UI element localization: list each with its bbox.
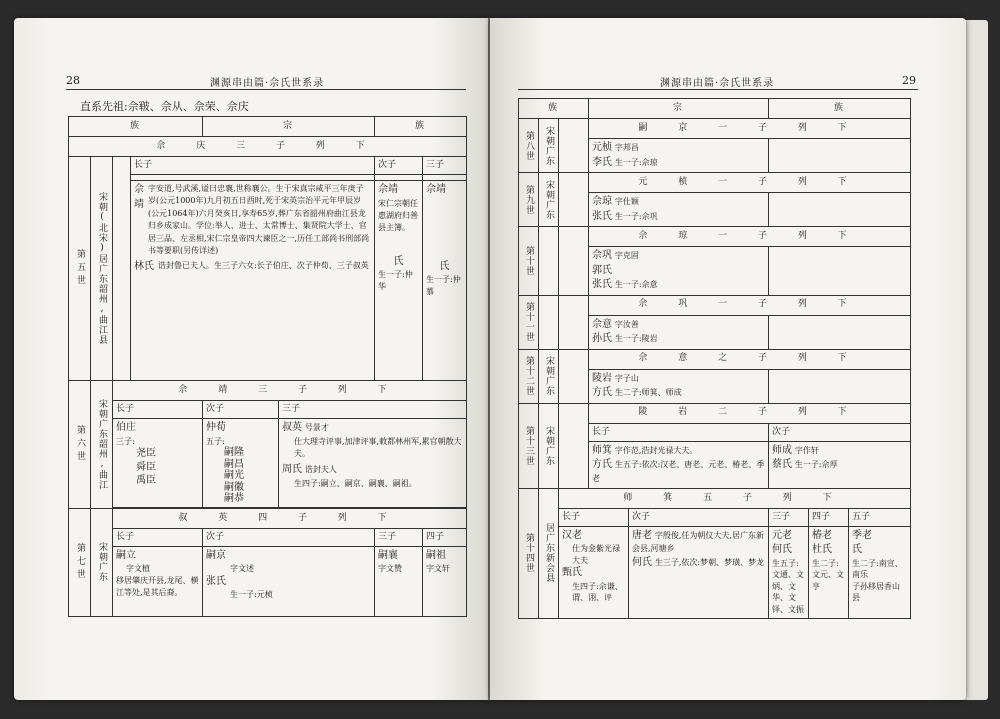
gen14-c4-name: 椿老: [812, 529, 833, 541]
gen10-zi: 字克固: [614, 251, 639, 260]
gen8-zi: 字邦昌: [614, 143, 639, 152]
gen7-place: 宋朝广东: [91, 508, 113, 616]
gen9-sons: 生一子:佘巩: [614, 211, 658, 221]
gen12-wife: 方氏: [592, 387, 613, 398]
gen7-label: 第七世: [69, 508, 91, 616]
gen6-third-wife: 周氏: [282, 464, 303, 476]
gen10-label: 第十世: [519, 227, 539, 296]
gen13-second-sons: 生一子:佘厚: [794, 460, 838, 470]
right-genealogy-table: [518, 98, 911, 619]
gen13-place: 宋朝广东: [539, 403, 559, 488]
gen10-name: 佘巩: [592, 250, 613, 261]
gen14-col-2: 次子: [629, 508, 769, 526]
gen14-c2-wife: 何氏: [632, 557, 653, 569]
gen8-place: 宋朝广东: [539, 119, 559, 173]
gen14-c2-sons: 生三子,依次:梦朝、梦璜、梦龙: [654, 558, 765, 568]
gen14-col-5: 五子: [849, 508, 911, 526]
gen5-col-third: 三子: [423, 157, 467, 175]
gen10-band: 佘 琼 一 子 列 下: [589, 227, 911, 247]
gen7-col-fourth: 四子: [423, 528, 467, 546]
gen6-place: 宋朝广东韶州,曲江: [91, 381, 113, 509]
gen5-place: 宋朝(北宋)居广东韶州,曲江县: [91, 157, 113, 381]
gen14-col-3: 三子: [769, 508, 809, 526]
gen13-band: 陵 岩 二 子 列 下: [589, 403, 911, 423]
gen8-name: 元桢: [592, 142, 613, 153]
gen7-fourth: 嗣祖: [426, 549, 447, 561]
gen7-second-sons: 生一子:元桢: [230, 590, 273, 600]
gen14-c3-wife: 何氏: [772, 544, 793, 556]
gen14-col-4: 四子: [809, 508, 849, 526]
gen5-second-bio: 宋仁宗朝任惠湖府归善县主簿。: [378, 198, 419, 233]
gen11-band: 佘 巩 一 子 列 下: [589, 295, 911, 315]
gen6-col-eldest: 长子: [113, 401, 203, 419]
gen13-col-eldest: 长子: [589, 423, 769, 441]
lineage-subtitle: 直系先祖:佘皲、佘从、佘荣、佘庆: [80, 100, 249, 113]
gen10-wife-2: 张氏: [592, 279, 613, 290]
header-zu-1: 族: [69, 117, 203, 137]
gen6-second-son-2: 嗣昌: [224, 458, 245, 470]
gen11-label: 第十一世: [519, 295, 539, 349]
gen13-second: 师成: [772, 444, 793, 456]
gen6-band: 佘 靖 三 子 列 下: [113, 381, 467, 401]
gen5-eldest-wife: 林氏: [134, 261, 154, 273]
gen5-third-wife: 氏: [439, 260, 450, 272]
gen5-third-sons: 生一子:仲慕: [426, 275, 461, 296]
r-header-zu-1: 族: [519, 99, 589, 119]
gen9-band: 元 桢 一 子 列 下: [589, 173, 911, 193]
right-head-rule: [518, 89, 918, 90]
gen12-sons: 生二子:师箕、师成: [614, 388, 682, 397]
gen6-second-son-3: 嗣光: [224, 470, 245, 482]
gen6-third-bio: 仕大理寺评事,加津评事,敕都林州军,累官朝散大夫。: [294, 436, 462, 458]
gen13-eldest-sons: 生五子:依次:汉老、唐老、元老、椿老、季老: [592, 460, 765, 483]
gen11-sons: 生一子:陵岩: [614, 334, 658, 343]
gen14-c5-note: 子孙移居香山县: [852, 581, 901, 603]
gen5-second-sons: 生一子:仲华: [378, 270, 413, 291]
gen9-zi: 字仕颖: [614, 197, 639, 206]
gen8-sons: 生一子:佘琼: [614, 157, 658, 167]
gen14-c1-bio: 仕为金紫光禄大夫: [572, 544, 620, 565]
gen5-second-name: 佘靖: [378, 184, 399, 196]
gen10-wife-1: 郭氏: [592, 264, 613, 276]
gen12-zi: 字子山: [614, 373, 639, 383]
gen14-col-1: 长子: [559, 508, 629, 526]
gen12-band: 佘 意 之 子 列 下: [589, 349, 911, 369]
gen14-band: 师 箕 五 子 列 下: [559, 488, 911, 508]
gen14-c2-bio: 字殷俊,任为朝仪大夫,居广东新会县,河塘乡: [632, 530, 764, 554]
left-head-rule: [66, 89, 466, 90]
gen12-place: 宋朝广东: [539, 349, 559, 403]
gen6-second-sons-label: 五子:: [206, 436, 225, 446]
gen13-eldest-bio: 字作范,浩封光禄大夫。: [614, 445, 698, 455]
gen11-name: 佘意: [592, 318, 613, 330]
left-genealogy-table: [68, 116, 467, 617]
gen14-place: 居广东新会县: [539, 488, 559, 618]
gen14-c5-sons: 生二子:南宣、南乐: [852, 558, 903, 580]
gen6-label: 第六世: [69, 381, 91, 509]
gen6-third-name: 叔英: [282, 422, 303, 434]
gen5-third-name: 佘靖: [426, 184, 447, 196]
gen6-second: 仲荀: [206, 422, 227, 434]
gen5-second-wife: 氏: [393, 255, 404, 267]
gen6-second-son-4: 嗣徽: [224, 481, 245, 493]
right-page: [490, 18, 966, 700]
gen14-c1-sons: 生四子:佘谦、谓、诩、评: [572, 581, 623, 603]
gen7-third-zi: 字文赞: [378, 564, 403, 574]
gen6-eldest-son-2: 舜臣: [136, 461, 156, 473]
gen6-col-second: 次子: [203, 401, 279, 419]
left-running-head: 渊源串由篇·佘氏世系录: [210, 78, 325, 89]
gen6-eldest-son-3: 禹臣: [136, 475, 156, 487]
gen14-c3-sons: 生五子:文通、文炳、文华、文铎、文振: [772, 558, 805, 615]
left-page-number: 28: [66, 74, 80, 87]
gen5-label: 第五世: [69, 157, 91, 381]
gen6-eldest-son-1: 尧臣: [136, 448, 156, 460]
gen13-second-zi: 字作轩: [794, 445, 819, 455]
gen13-eldest: 师箕: [592, 444, 613, 456]
gen14-c5-wife: 氏: [852, 544, 863, 556]
gen6-third-zi: 号景才: [304, 423, 329, 433]
gen8-wife: 李氏: [592, 156, 613, 168]
gen5-col-second: 次子: [375, 157, 423, 175]
gen5-eldest-wife-bio: 诰封鲁已夫人。生三子六女:长子伯庄、次子仲荀、三子叔英: [158, 261, 369, 271]
gen5-eldest-bio: 字安道,号武溪,谥曰忠襄,世称襄公。生于宋真宗咸平三年庚子岁(公元1000年)九月初五日酉时,死于宋英宗治平元年甲辰岁(公元1064年)六月癸亥日,享寿65岁,葬广东省韶州府曲江县龙归乡成家山。学位:举人、进士、太常博士、集贤院大学士、官居三品、左丞相,宋仁宗皇帝四大谏臣之一,历任工部尚书刑部尚书等要职(另传详述): [148, 184, 370, 255]
gen9-place: 宋朝广东: [539, 173, 559, 227]
gen13-eldest-wife: 方氏: [592, 459, 613, 471]
gen7-band: 叔 英 四 子 列 下: [113, 508, 467, 528]
gen6-second-son-1: 嗣隆: [224, 447, 245, 459]
gen13-col-second: 次子: [769, 423, 911, 441]
r-header-zu-2: 族: [769, 99, 911, 119]
gen6-eldest: 伯庄: [116, 422, 136, 434]
gen13-label: 第十三世: [519, 403, 539, 488]
left-page: [14, 18, 488, 700]
gen5-col-eldest: 长子: [131, 157, 375, 175]
gen14-c1-wife: 甄氏: [562, 567, 582, 579]
gen7-eldest: 嗣立: [116, 549, 136, 561]
gen6-second-son-5: 嗣恭: [224, 493, 245, 505]
gen14-c2-name: 唐老: [632, 529, 653, 541]
gen6-col-third: 三子: [279, 401, 467, 419]
gen12-label: 第十二世: [519, 349, 539, 403]
gen12-name: 陵岩: [592, 372, 613, 384]
gen14-c1-name: 汉老: [562, 529, 582, 541]
gen7-fourth-zi: 字文轩: [426, 564, 451, 574]
gen9-name: 佘琼: [592, 196, 613, 207]
gen7-eldest-bio: 移居肇庆开县,龙尾、横江等处,是其后裔。: [116, 575, 199, 598]
gen6-third-sons: 生四子:嗣立、嗣京、嗣襄、嗣祖。: [294, 478, 417, 488]
gen6-eldest-sons-label: 三子:: [116, 436, 135, 446]
gen14-c4-wife: 杜氏: [812, 544, 833, 556]
gen13-second-wife: 蔡氏: [772, 459, 793, 471]
gen14-label: 第十四世: [519, 488, 539, 618]
gen7-second: 嗣京: [206, 549, 227, 561]
gen10-sons: 生一子:佘意: [614, 280, 658, 289]
gen5-band: 佘 庆 三 子 列 下: [69, 137, 467, 157]
gen14-c3-name: 元老: [772, 529, 793, 541]
gen8-label: 第八世: [519, 119, 539, 173]
gen14-c4-sons: 生二子:文元、文亨: [812, 558, 845, 591]
gen7-col-third: 三子: [375, 528, 423, 546]
gen8-band: 嗣 京 一 子 列 下: [589, 119, 911, 139]
right-page-number: 29: [902, 74, 916, 87]
gen9-wife: 张氏: [592, 210, 613, 222]
header-zu-2: 族: [375, 117, 467, 137]
gen11-wife: 孙氏: [592, 333, 613, 344]
left-header-row: [69, 117, 467, 137]
gen7-eldest-zi: 字文植: [126, 564, 150, 574]
gen9-label: 第九世: [519, 173, 539, 227]
gen11-zi: 字汝善: [614, 319, 639, 329]
right-running-head: 渊源串由篇·佘氏世系录: [660, 78, 775, 89]
gen6-third-wife-title: 诰封夫人: [304, 465, 337, 475]
gen7-col-second: 次子: [203, 528, 375, 546]
gen7-second-wife: 张氏: [206, 575, 227, 587]
gen7-col-eldest: 长子: [113, 528, 203, 546]
header-zong: 宗: [203, 117, 375, 137]
gen14-c5-name: 季老: [852, 529, 873, 541]
gen7-third: 嗣襄: [378, 549, 399, 561]
gen5-eldest-name: 佘靖: [134, 184, 144, 210]
r-header-zong: 宗: [589, 99, 769, 119]
gen7-second-zi: 字文述: [230, 564, 255, 574]
